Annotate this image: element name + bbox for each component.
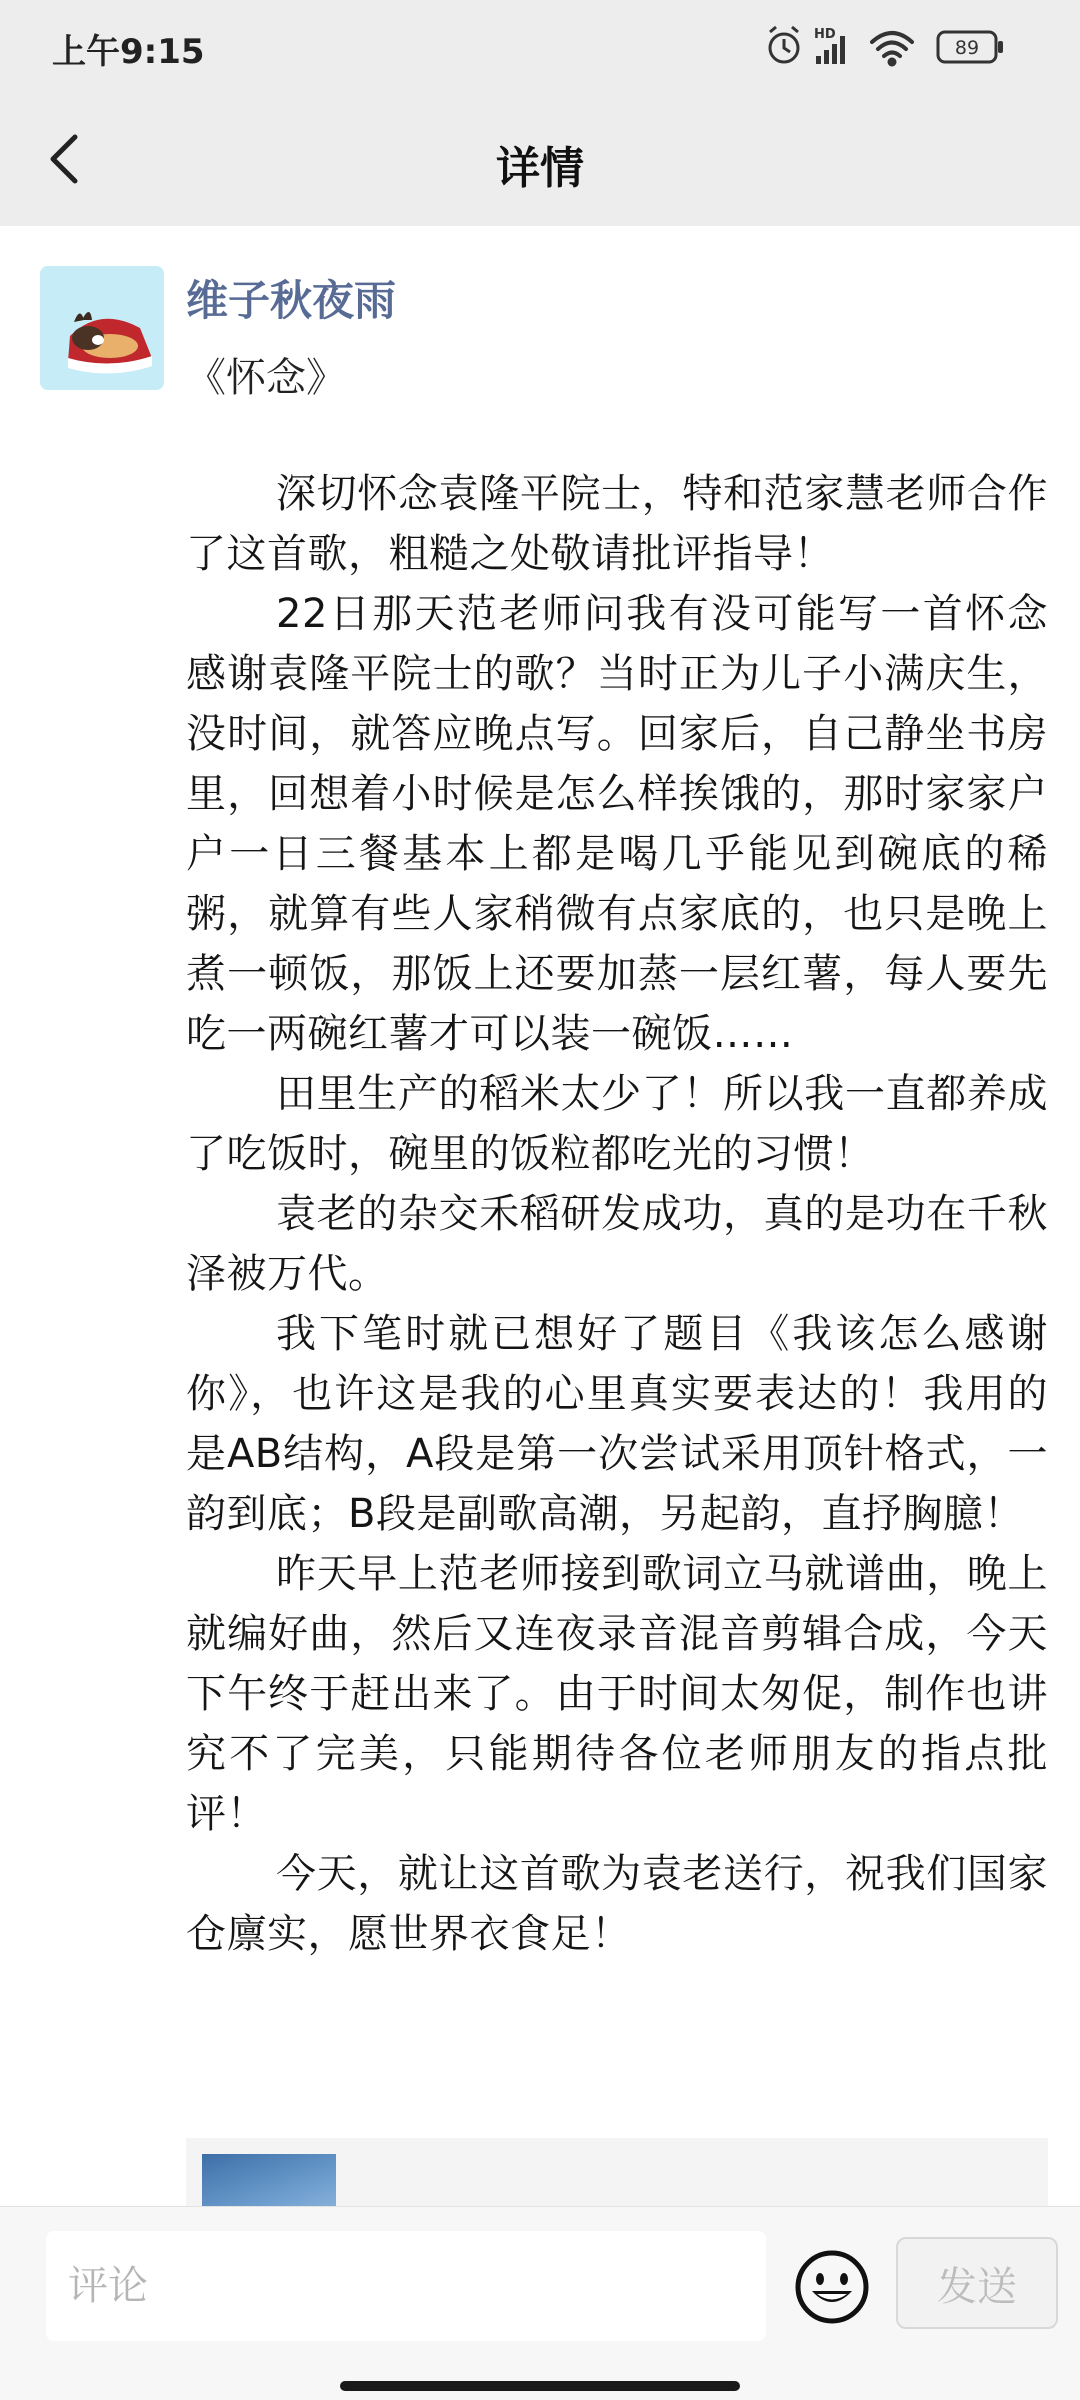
author-name[interactable]: 维子秋夜雨 [186, 276, 397, 325]
page-title: 详情 [496, 143, 584, 194]
post-paragraph: 今天，就让这首歌为袁老送行，祝我们国家仓廪实，愿世界衣食足！ [186, 1851, 1048, 1957]
post-paragraph: 深切怀念袁隆平院士，特和范家慧老师合作了这首歌，粗糙之处敬请批评指导！ [186, 471, 1048, 577]
alarm-icon [770, 27, 798, 62]
status-icons [762, 22, 1042, 70]
status-time: 上午9:15 [52, 32, 205, 72]
nav-bar [0, 92, 1080, 226]
wifi-icon [872, 33, 912, 65]
send-button[interactable]: 发送 [896, 2237, 1058, 2329]
comment-input[interactable] [46, 2231, 766, 2341]
post-paragraph: 昨天早上范老师接到歌词立马就谱曲，晚上就编好曲，然后又连夜录音混音剪辑合成，今天下午终于赶出来了。由于时间太匆促，制作也讲究不了完美，只能期待各位老师朋友的指点批评！ [186, 1551, 1048, 1837]
avatar[interactable] [40, 266, 164, 390]
post-title: 《怀念》 [186, 355, 346, 401]
comment-bar [0, 2206, 1080, 2400]
status-bar [0, 0, 1080, 92]
post-paragraph: 袁老的杂交禾稻研发成功，真的是功在千秋泽被万代。 [186, 1191, 1048, 1297]
battery-icon [938, 32, 1003, 62]
post-detail [0, 226, 1080, 2206]
avatar-image [40, 266, 164, 390]
media-thumbnail [202, 2154, 336, 2206]
shared-media-card[interactable] [186, 2138, 1048, 2206]
home-indicator[interactable] [340, 2381, 740, 2391]
post-body [186, 464, 1048, 1964]
post-paragraph: 我下笔时就已想好了题目《我该怎么感谢你》，也许这是我的心里真实要表达的！我用的是AB结构，A段是第一次尝试采用顶针格式，一韵到底；B段是副歌高潮，另起韵，直抒胸臆！ [186, 1311, 1048, 1537]
smiley-icon[interactable] [792, 2247, 872, 2327]
network-label: HD [814, 27, 836, 42]
battery-level: 89 [954, 37, 980, 59]
post-paragraph: 22日那天范老师问我有没可能写一首怀念感谢袁隆平院士的歌？当时正为儿子小满庆生，没时间，就答应晚点写。回家后，自己静坐书房里，回想着小时候是怎么样挨饿的，那时家家户户一日三餐基本上都是喝几乎能见到碗底的稀粥，就算有些人家稍微有点家底的，也只是晚上煮一顿饭，那饭上还要加蒸一层红薯，每人要先吃一两碗红薯才可以装一碗饭…… [186, 591, 1048, 1057]
post-paragraph: 田里生产的稻米太少了！所以我一直都养成了吃饭时，碗里的饭粒都吃光的习惯！ [186, 1071, 1048, 1177]
